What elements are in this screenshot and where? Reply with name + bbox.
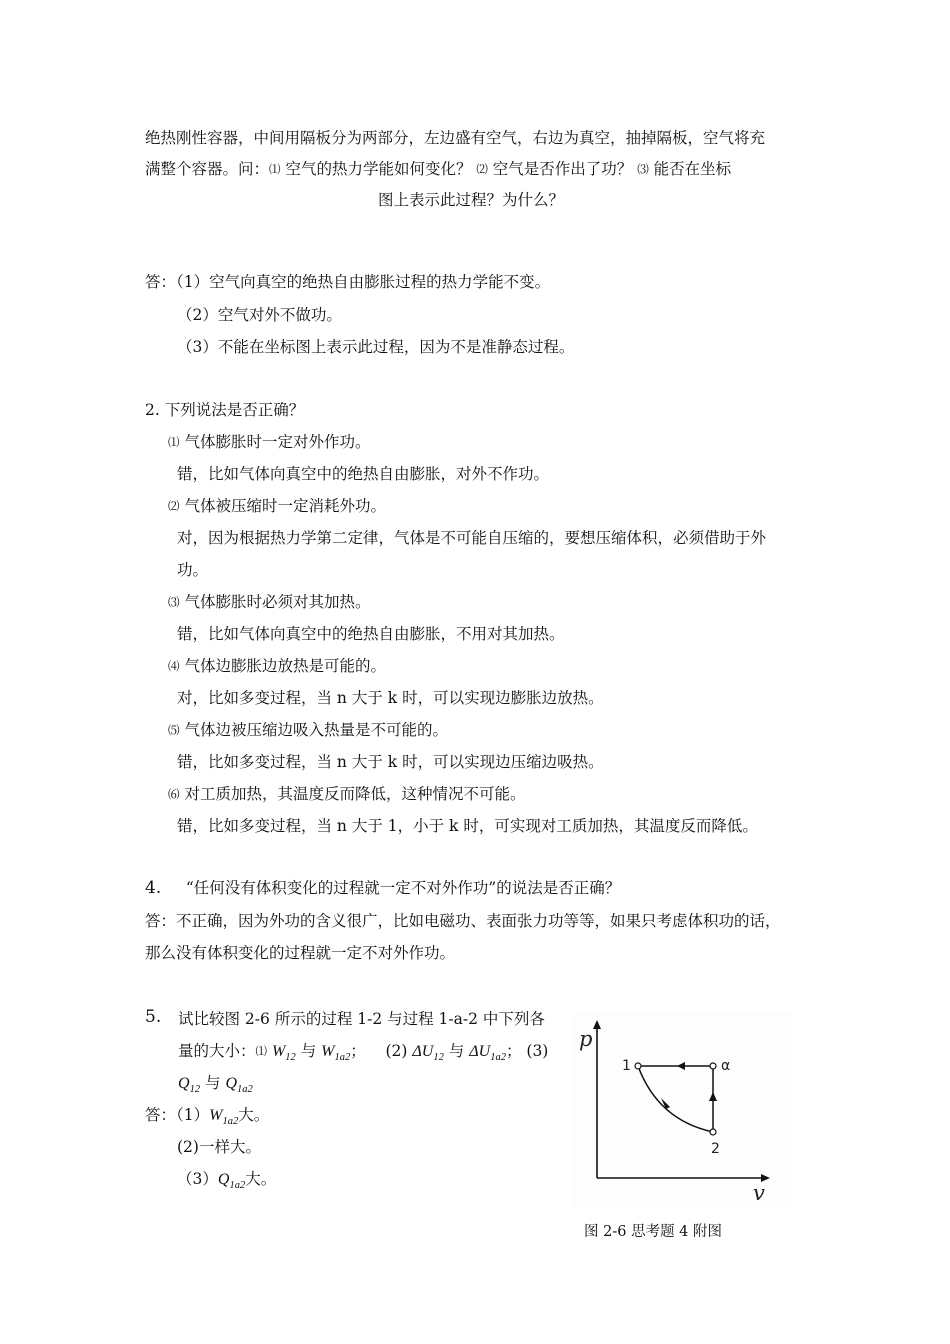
q2-item-5-statement: [168, 720, 448, 741]
q5-subscript: 1a2: [237, 1084, 253, 1095]
q5-subscript: 1a2: [229, 1180, 246, 1191]
q5-answer-lead: （3）: [177, 1170, 218, 1188]
figure-caption: 图 2-6 思考题 4 附图: [584, 1224, 723, 1240]
q1-marker-2: ⑵: [476, 162, 488, 176]
q5-marker-3: (3): [526, 1042, 549, 1060]
q2-item-statement-text: 气体边膨胀边放热是可能的。: [184, 657, 386, 675]
q2-item-2-statement: [168, 496, 386, 517]
q4-heading: [145, 878, 620, 898]
q2-item-2-answer-line1: 对，因为根据热力学第二定律，气体是不可能自压缩的，要想压缩体积，必须借助于外: [177, 529, 767, 547]
q5-subscript: 12: [433, 1052, 444, 1063]
q2-item-1-statement: [168, 432, 370, 453]
q1-text-line2: [145, 159, 731, 180]
q2-item-marker: ⑶: [168, 595, 180, 609]
q2-item-marker: ⑷: [168, 659, 180, 673]
q1-text-line3: 图上表示此过程？为什么？: [378, 191, 565, 209]
q2-item-marker: ⑴: [168, 435, 180, 449]
q5-symbol-W: W: [209, 1107, 223, 1124]
q4-title: “任何没有体积变化的过程就一定不对外作功”的说法是否正确？: [185, 879, 621, 897]
q5-answer-2: (2)一样大。: [177, 1138, 261, 1156]
q5-text-part: 量的大小：: [178, 1042, 256, 1060]
q2-item-2-answer-line2: 功。: [177, 561, 209, 579]
q1-line2-part: 空气的热力学能如何变化？: [280, 160, 477, 178]
q5-number: [145, 1007, 161, 1027]
q5-symbol-dU: ΔU: [469, 1043, 491, 1060]
q2-item-6-statement: [168, 784, 525, 805]
q5-symbol-W: W: [271, 1043, 286, 1060]
q2-item-statement-text: 气体被压缩时一定消耗外功。: [184, 497, 386, 515]
q5-answer-text: 大。: [245, 1170, 277, 1188]
q2-number: 2.: [145, 401, 160, 419]
q5-symbol-W: W: [321, 1043, 335, 1060]
q5-number-text: 5.: [145, 1007, 162, 1027]
q5-subscript: 12: [189, 1084, 201, 1095]
q5-text-part: ；: [505, 1042, 522, 1060]
pv-diagram: [573, 1012, 791, 1207]
q5-marker-1: ⑴: [255, 1044, 268, 1058]
q1-marker-3: ⑶: [637, 162, 649, 176]
q5-answer-text: 大。: [238, 1106, 270, 1124]
q2-item-statement-text: 气体膨胀时一定对外作功。: [184, 433, 371, 451]
q2-item-marker: ⑹: [168, 787, 180, 801]
q4-answer-line1: 答：不正确，因为外功的含义很广，比如电磁功、表面张力功等等，如果只考虑体积功的话，: [145, 912, 781, 930]
q1-text-line1: 绝热刚性容器，中间用隔板分为两部分，左边盛有空气，右边为真空，抽掉隔板，空气将充: [145, 129, 766, 147]
q5-text-line1: 试比较图 2-6 所示的过程 1-2 与过程 1-a-2 中下列各: [178, 1010, 545, 1028]
q5-symbol-Q: Q: [225, 1075, 238, 1092]
q1-marker-1: ⑴: [269, 162, 281, 176]
q5-text-part: 与: [205, 1074, 221, 1092]
q1-answer-3: （3）不能在坐标图上表示此过程，因为不是准静态过程。: [177, 338, 575, 356]
q2-heading: [145, 400, 304, 420]
state-point-1: [635, 1063, 641, 1069]
q5-subscript: 1a2: [222, 1116, 239, 1127]
q2-title: 下列说法是否正确？: [164, 401, 305, 419]
x-axis-label: v: [753, 1181, 765, 1205]
q2-item-3-answer: 错，比如气体向真空中的绝热自由膨胀，不用对其加热。: [177, 625, 565, 643]
q5-subscript: 12: [285, 1052, 296, 1063]
point-label-2: 2: [711, 1141, 720, 1157]
q5-answer-1: [145, 1105, 269, 1128]
q1-line2-part: 空气是否作出了功？: [487, 160, 638, 178]
y-axis-label: p: [579, 1027, 593, 1051]
q2-item-statement-text: 气体膨胀时必须对其加热。: [184, 593, 371, 611]
q5-text-line2: [178, 1041, 548, 1064]
q2-item-4-statement: [168, 656, 386, 677]
q5-symbol-Q: Q: [178, 1075, 190, 1092]
q5-text-part: 与: [448, 1042, 465, 1060]
q5-answer-lead: 答：（1）: [145, 1106, 210, 1124]
state-point-2: [710, 1129, 716, 1135]
point-label-1: 1: [622, 1058, 631, 1074]
q1-line2-part: 满整个容器。问：: [145, 160, 270, 178]
q5-subscript: 1a2: [334, 1052, 351, 1063]
point-label-a: α: [721, 1058, 731, 1074]
q5-subscript: 1a2: [490, 1052, 506, 1063]
q5-text-part: ；: [350, 1042, 366, 1060]
q2-item-statement-text: 气体边被压缩边吸入热量是不可能的。: [184, 721, 448, 739]
q2-item-1-answer: 错，比如气体向真空中的绝热自由膨胀，对外不作功。: [177, 465, 550, 483]
q1-answer-1: 答：（1）空气向真空的绝热自由膨胀过程的热力学能不变。: [145, 273, 551, 291]
q1-answer-2: （2）空气对外不做功。: [177, 306, 342, 324]
state-point-a: [710, 1063, 716, 1069]
q2-item-5-answer: 错，比如多变过程，当 n 大于 k 时，可以实现边压缩边吸热。: [177, 753, 604, 771]
q2-item-marker: ⑸: [168, 723, 180, 737]
q5-symbol-dU: ΔU: [412, 1043, 434, 1060]
q2-item-statement-text: 对工质加热，其温度反而降低，这种情况不可能。: [184, 785, 526, 803]
q4-answer-line2: 那么没有体积变化的过程就一定不对外作功。: [145, 944, 456, 962]
q4-number: 4.: [145, 878, 162, 898]
q1-line2-part: 能否在坐标: [648, 160, 732, 178]
q2-item-6-answer: 错，比如多变过程，当 n 大于 1，小于 k 时，可实现对工质加热，其温度反而降低。: [177, 817, 758, 835]
q2-item-4-answer: 对，比如多变过程，当 n 大于 k 时，可以实现边膨胀边放热。: [177, 689, 604, 707]
q2-item-marker: ⑵: [168, 499, 180, 513]
q5-marker-2: (2): [385, 1042, 408, 1060]
q5-text-line3: [178, 1073, 253, 1096]
q5-text-part: 与: [300, 1042, 317, 1060]
q5-answer-3: [177, 1169, 276, 1192]
q2-item-3-statement: [168, 592, 370, 613]
q5-symbol-Q: Q: [217, 1171, 230, 1188]
